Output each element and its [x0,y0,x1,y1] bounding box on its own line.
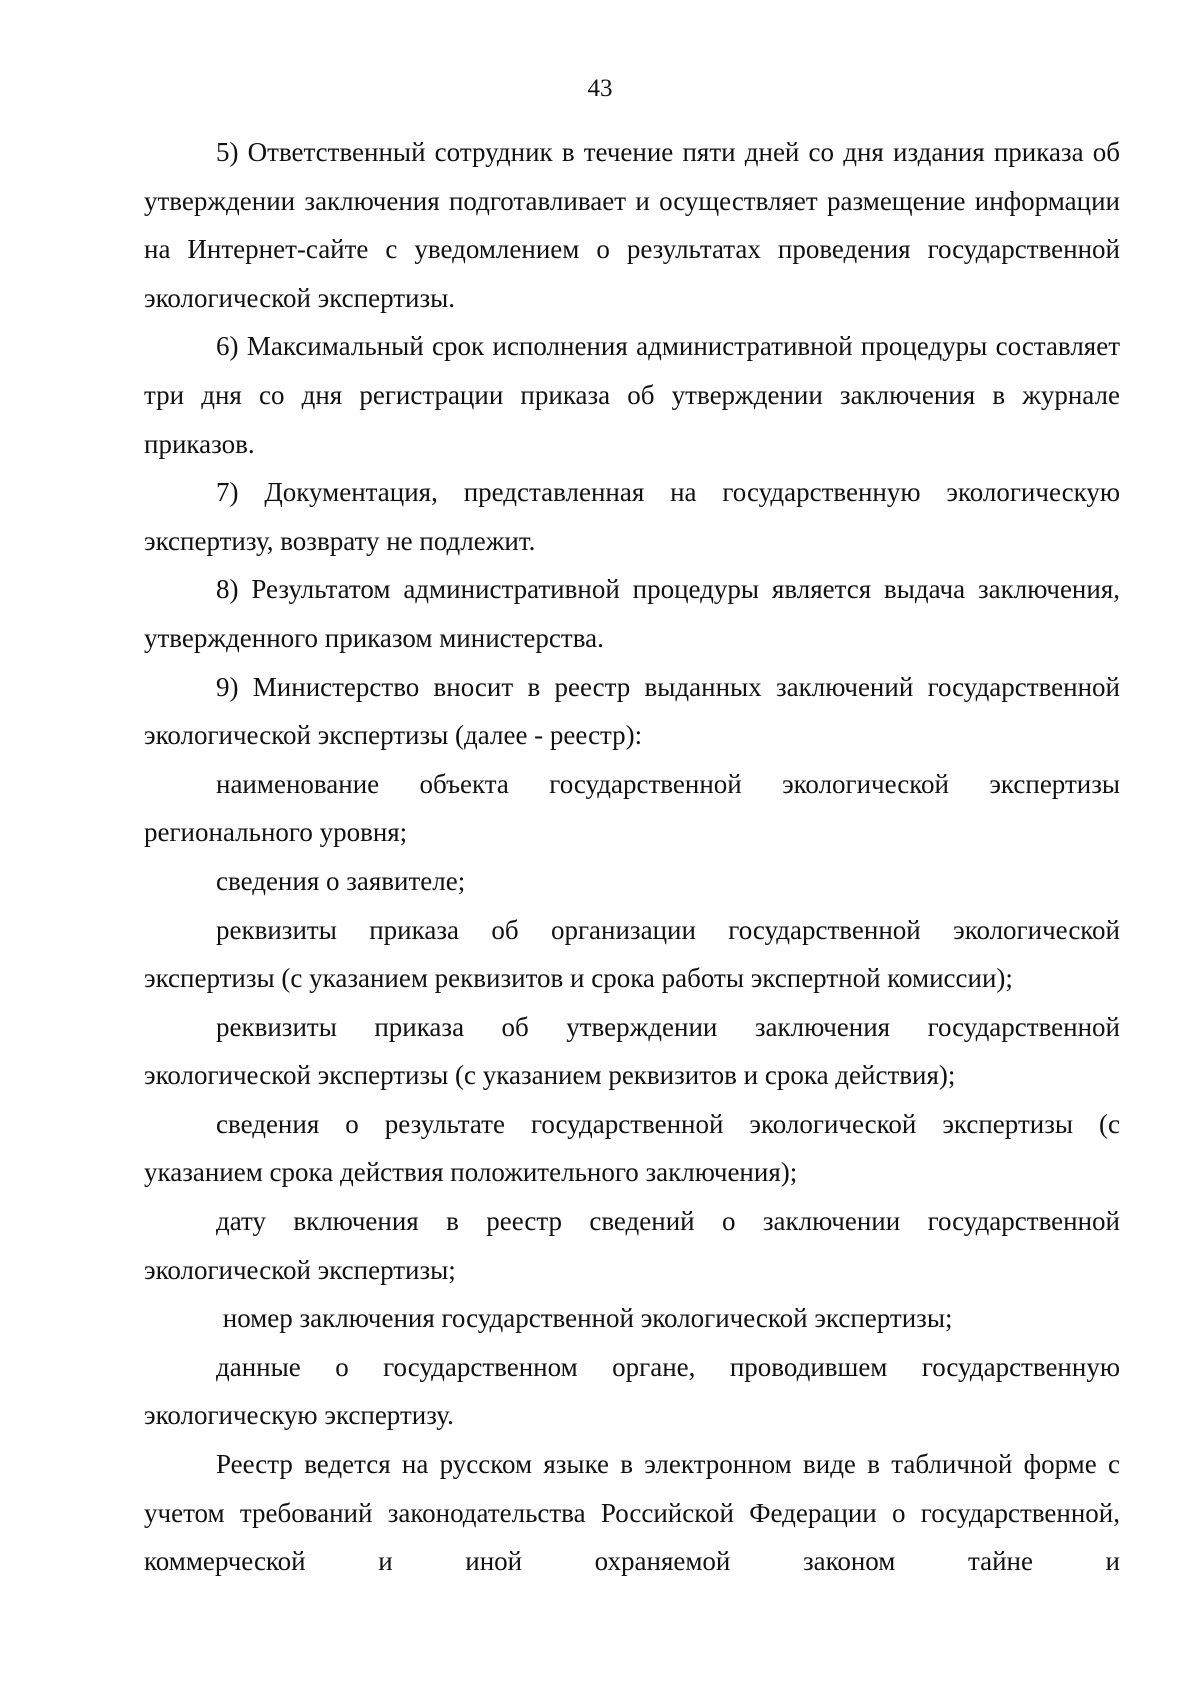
document-body [144,128,1120,1586]
registry-field-authority: данные о государственном органе, проводившем государственную экологическую экспертизу. [144,1351,1120,1431]
paragraph-item-7: 7) Документация, представленная на государственную экологическую экспертизу, возврату не подлежит. [144,477,1120,556]
registry-language-paragraph: Реестр ведется на русском языке в электронном виде в табличной форме с учетом требований законодательства Российской Федерации о государственной, коммерческой и иной охраняемой законом тайне и [144,1449,1120,1577]
page-number: 43 [587,75,613,102]
registry-field-object-name: наименование объекта государственной экологической экспертизы регионального уровня; [144,768,1120,848]
paragraph-item-6: 6) Максимальный срок исполнения административной процедуры составляет три дня со дня регистрации приказа об утверждении заключения в журнале приказов. [144,331,1120,459]
registry-field-organization-order: реквизиты приказа об организации государственной экологической экспертизы (с указанием реквизитов и срока работы экспертной комиссии); [144,914,1120,994]
paragraph-item-5: 5) Ответственный сотрудник в течение пяти дней со дня издания приказа об утверждении заключения подготавливает и осуществляет размещение информации на Интернет-сайте с уведомлением о результатах проведения государственной экологической экспертизы. [144,137,1120,313]
paragraph-item-9: 9) Министерство вносит в реестр выданных заключений государственной экологической экспертизы (далее - реестр): [144,671,1120,751]
registry-field-conclusion-number: номер заключения государственной экологической экспертизы; [216,1303,953,1334]
registry-field-result: сведения о результате государственной экологической экспертизы (с указанием срока действия положительного заключения); [144,1108,1120,1188]
paragraph-item-8: 8) Результатом административной процедуры является выдача заключения, утвержденного приказом министерства. [144,574,1120,653]
registry-field-applicant: сведения о заявителе; [216,865,466,896]
registry-field-approval-order: реквизиты приказа об утверждении заключения государственной экологической экспертизы (с указанием реквизитов и срока действия); [144,1011,1120,1091]
registry-field-inclusion-date: дату включения в реестр сведений о заключении государственной экологической экспертизы; [144,1206,1120,1285]
